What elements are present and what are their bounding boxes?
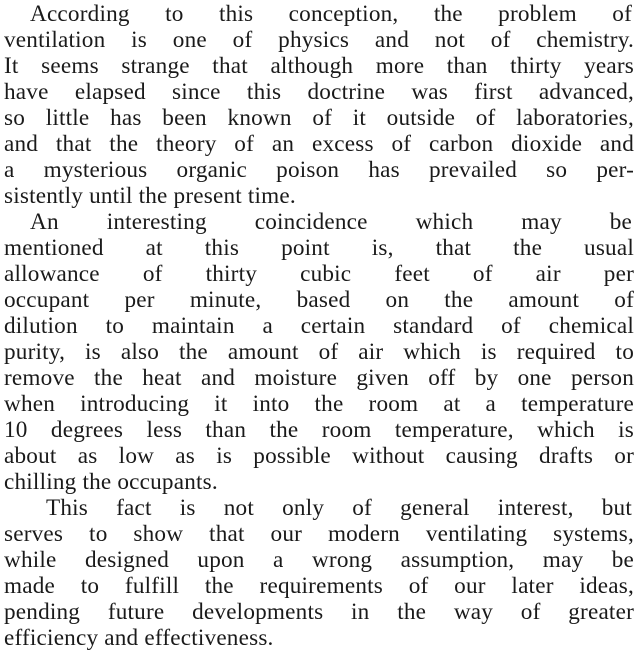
text-line: ventilation is one of physics and not of chemistry. [4,27,634,53]
text-line: while designed upon a wrong assumption, may be [4,547,634,573]
text-line: and that the theory of an excess of carbon dioxide and [4,131,634,157]
text-line: made to fulfill the requirements of our later ideas, [4,573,634,599]
text-line: pending future developments in the way of greater [4,599,634,625]
text-line: sistently until the present time. [4,183,296,209]
text-line: efficiency and effectiveness. [4,625,274,651]
text-line: According to this conception, the problem of [30,1,632,27]
text-line: have elapsed since this doctrine was first advanced, [4,79,634,105]
text-line: so little has been known of it outside of laboratories, [4,105,634,131]
text-line: occupant per minute, based on the amount of [4,287,634,313]
text-line: 10 degrees less than the room temperature, which is [4,417,634,443]
text-line: serves to show that our modern ventilating systems, [4,521,634,547]
text-line: purity, is also the amount of air which is required to [4,339,634,365]
text-line: when introducing it into the room at a temperature [4,391,634,417]
text-line: a mysterious organic poison has prevailed so per- [4,157,634,183]
text-line: dilution to maintain a certain standard of chemical [4,313,634,339]
text-line: chilling the occupants. [4,469,218,495]
text-line: This fact is not only of general interest, but [46,495,632,521]
text-line: It seems strange that although more than thirty years [4,53,634,79]
text-line: about as low as is possible without causing drafts or [4,443,634,469]
text-line: allowance of thirty cubic feet of air per [4,261,634,287]
text-line: mentioned at this point is, that the usual [4,235,634,261]
text-line: An interesting coincidence which may be [30,209,632,235]
text-line: remove the heat and moisture given off by one person [4,365,634,391]
